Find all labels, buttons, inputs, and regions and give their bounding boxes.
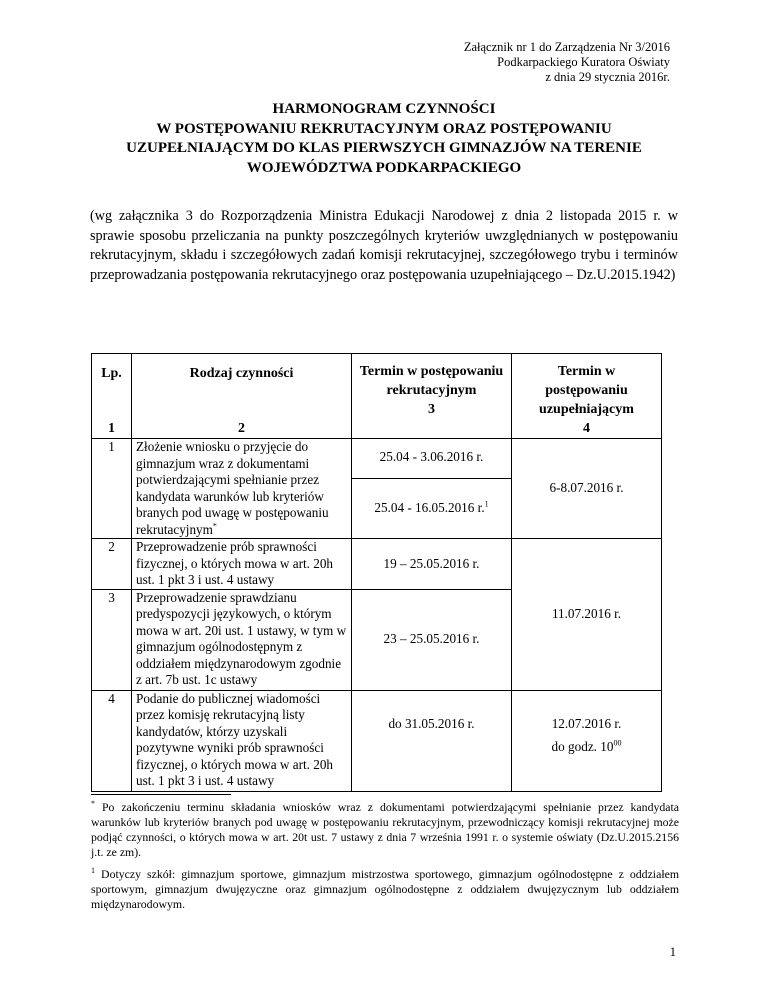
row-3-lp: 3 bbox=[92, 589, 132, 690]
row-1-lp: 1 bbox=[92, 439, 132, 539]
title-line-3: UZUPEŁNIAJĄCYM DO KLAS PIERWSZYCH GIMNAZJÓW NA TERENIE bbox=[126, 140, 642, 156]
footnote-asterisk bbox=[91, 800, 679, 860]
row-1-activity-text: Złożenie wniosku o przyjęcie do gimnazjum wraz z dokumentami potwierdzającymi spełnianie przez kandydata warunków lub kryteriów branych pod uwagę w postępowaniu rekrutacyjnym bbox=[136, 439, 329, 537]
row-4-term-supplementary bbox=[512, 690, 662, 791]
schedule-table bbox=[91, 353, 662, 792]
col-number-1: 1 bbox=[92, 418, 132, 439]
row-3-term-recruitment: 23 – 25.05.2016 r. bbox=[352, 589, 512, 690]
row-2-term-recruitment: 19 – 25.05.2016 r. bbox=[352, 539, 512, 590]
row-4-time-minutes: 00 bbox=[613, 738, 622, 748]
footnote-asterisk-text: Po zakończeniu terminu składania wniosków wraz z dokumentami potwierdzającymi spełnianie przez kandydata warunków lub kryteriów branych pod uwagę w postępowaniu rekrutacyjnym, przewodniczący komisji rekrutacyjnej może podjąć czynności, o których mowa w art. 20t ust. 7 ustawy z dnia 7 września 1991 r. o systemie oświaty (Dz.U.2015.2156 j.t. ze zm). bbox=[91, 800, 680, 859]
row-2-activity: Przeprowadzenie prób sprawności fizycznej, o których mowa w art. 20h ust. 1 pkt 3 i ust. 4 ustawy bbox=[132, 539, 352, 590]
row-4-time-text: do godz. 10 bbox=[551, 739, 614, 754]
col-number-4: 4 bbox=[583, 421, 590, 436]
title-line-2: W POSTĘPOWANIU REKRUTACYJNYM ORAZ POSTĘPOWANIU bbox=[156, 120, 612, 137]
table-row bbox=[92, 539, 662, 590]
footnote-1 bbox=[91, 867, 679, 912]
footnote-1-mark: 1 bbox=[91, 866, 95, 876]
attachment-line-2: Podkarpackiego Kuratora Oświaty bbox=[497, 55, 670, 69]
header-term-supplementary-text: Termin w postępowaniu uzupełniającym bbox=[539, 364, 634, 417]
intro-paragraph: (wg załącznika 3 do Rozporządzenia Ministra Edukacji Narodowej z dnia 2 listopada 2015 r. w sprawie sposobu przeliczania na punkty poszczególnych kryteriów uwzględnianych w postępowaniu rekrutacyjnym, składu i szczegółowych zadań komisji rekrutacyjnej, szczegółowego trybu i terminów przeprowadzania postępowania rekrutacyjnego oraz postępowania uzupełniającego – Dz.U.2015.1942) bbox=[90, 208, 678, 283]
header-term-recruitment bbox=[352, 354, 512, 439]
row-4-lp: 4 bbox=[92, 690, 132, 791]
row-4-term-supplementary-date: 12.07.2016 r. bbox=[551, 715, 622, 731]
attachment-line-1: Załącznik nr 1 do Zarządzenia Nr 3/2016 bbox=[463, 40, 670, 54]
attachment-header-note bbox=[464, 40, 670, 85]
footnote-1-text: Dotyczy szkół: gimnazjum sportowe, gimnazjum mistrzostwa sportowego, gimnazjum ogólnodostępne z oddziałem sportowym, gimnazjum dwujęzyczne oraz gimnazjum ogólnodostępne z oddziałem dwujęzycznym lub oddziałem międzynarodowym. bbox=[91, 867, 680, 911]
row-2-3-term-supplementary: 11.07.2016 r. bbox=[512, 539, 662, 691]
document-title bbox=[60, 100, 708, 178]
row-4-term-recruitment: do 31.05.2016 r. bbox=[352, 690, 512, 791]
footnote-asterisk-mark: * bbox=[91, 799, 95, 809]
header-activity: Rodzaj czynności bbox=[132, 354, 352, 418]
title-line-4: WOJEWÓDZTWA PODKARPACKIEGO bbox=[246, 159, 522, 176]
attachment-line-3: z dnia 29 stycznia 2016r. bbox=[545, 70, 670, 84]
table-row bbox=[92, 690, 662, 791]
table-row bbox=[92, 439, 662, 479]
row-4-activity: Podanie do publicznej wiadomości przez komisję rekrutacyjną listy kandydatów, którzy uzyskali pozytywne wyniki prób sprawności fizycznej, o których mowa w art. 20h ust. 1 pkt 3 i ust. 4 ustawy bbox=[132, 690, 352, 791]
row-2-lp: 2 bbox=[92, 539, 132, 590]
header-lp: Lp. bbox=[92, 354, 132, 418]
page-number: 1 bbox=[669, 945, 676, 959]
header-term-recruitment-text: Termin w postępowaniu rekrutacyjnym bbox=[359, 364, 504, 398]
header-term-supplementary bbox=[512, 354, 662, 439]
row-1-activity bbox=[132, 439, 352, 539]
row-1-term-recruitment-b-text: 25.04 - 16.05.2016 r. bbox=[374, 500, 485, 516]
col-number-3: 3 bbox=[428, 402, 435, 417]
title-line-1: HARMONOGRAM CZYNNOŚCI bbox=[272, 101, 496, 117]
col-number-2: 2 bbox=[132, 418, 352, 439]
row-4-term-supplementary-time bbox=[516, 739, 657, 756]
footnote-separator bbox=[91, 794, 231, 795]
row-1-term-recruitment-b-footnote-mark: 1 bbox=[484, 500, 489, 510]
row-1-term-supplementary: 6-8.07.2016 r. bbox=[512, 439, 662, 539]
row-1-term-recruitment-a: 25.04 - 3.06.2016 r. bbox=[352, 439, 512, 479]
row-1-activity-footnote-mark: * bbox=[212, 521, 217, 531]
row-3-activity: Przeprowadzenie sprawdzianu predyspozycji językowych, o którym mowa w art. 20i ust. 1 ustawy, w tym w gimnazjum ogólnodostępnym z oddziałem międzynarodowym zgodnie z art. 7b ust. 1c ustawy bbox=[132, 589, 352, 690]
row-1-term-recruitment-b bbox=[352, 479, 512, 539]
table-header-row bbox=[92, 354, 662, 418]
